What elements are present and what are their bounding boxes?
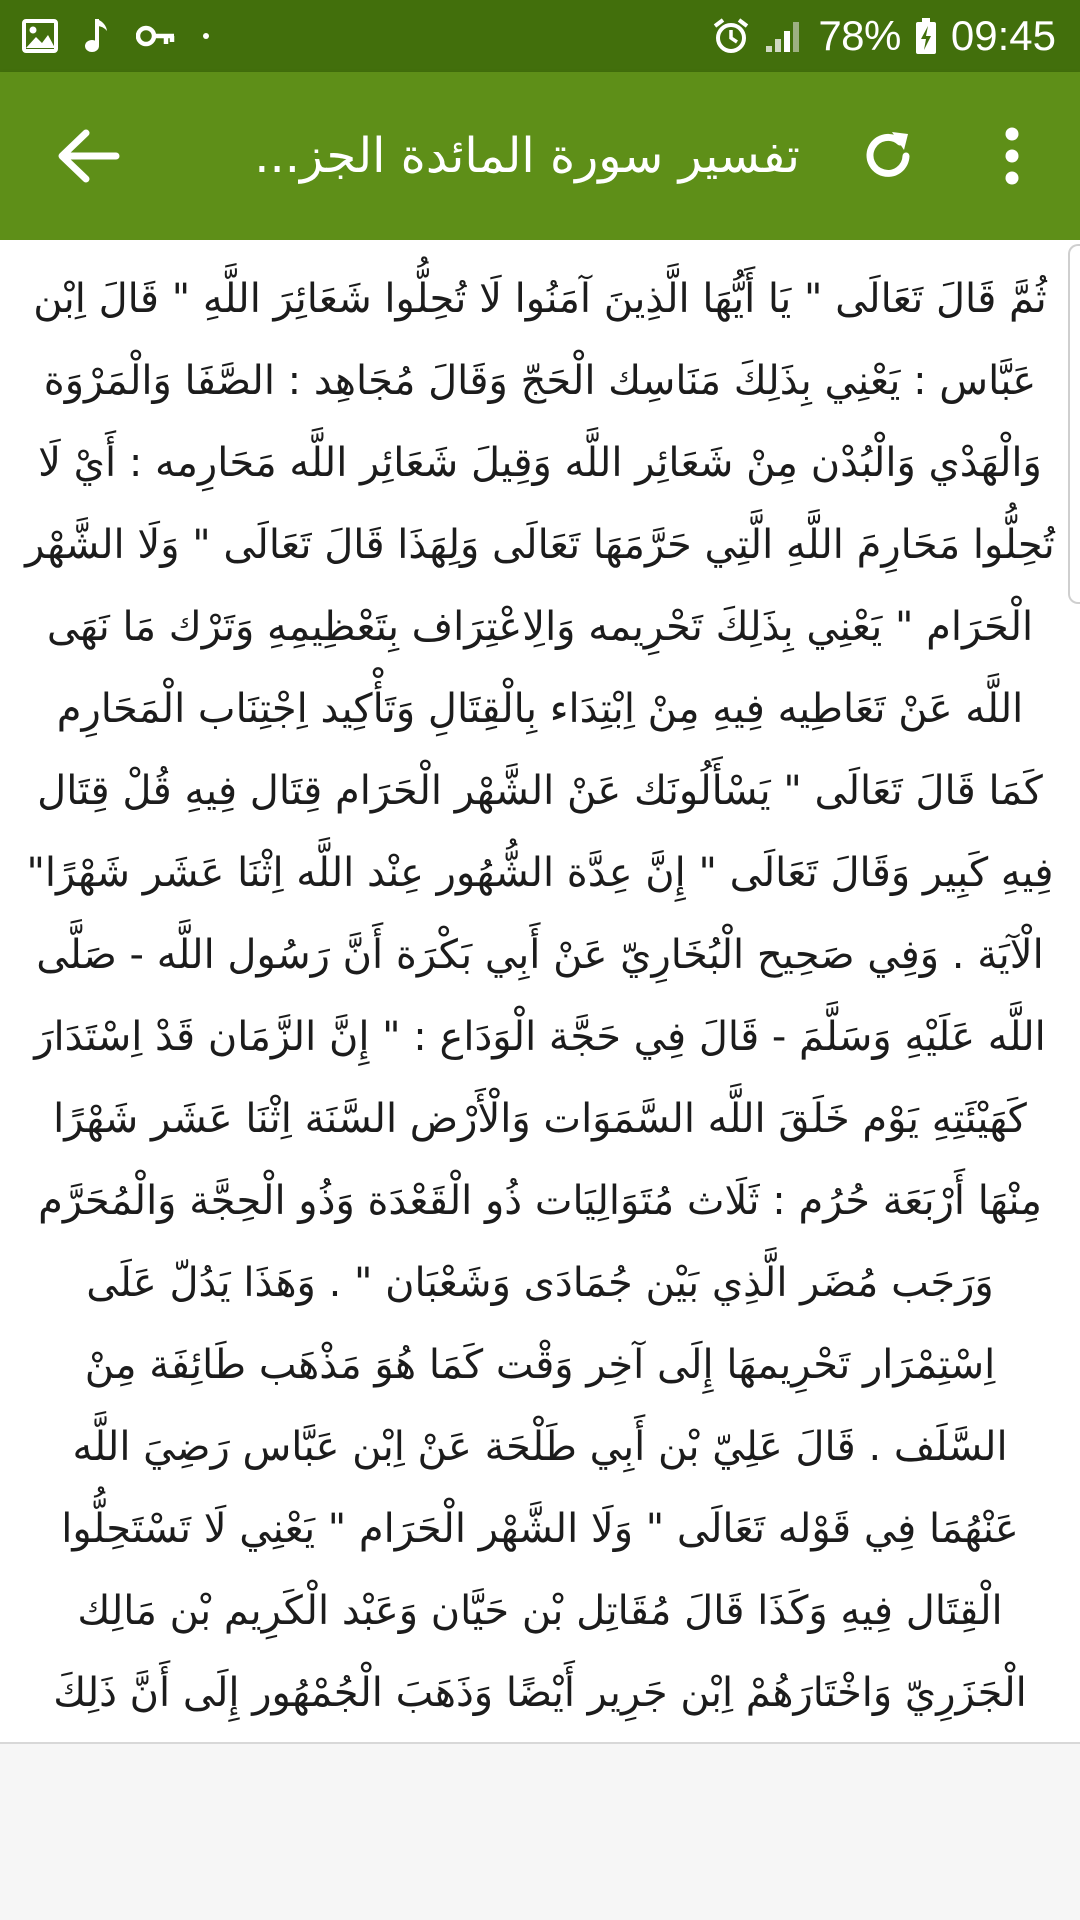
image-icon xyxy=(22,19,58,53)
app-bar xyxy=(0,72,1080,240)
refresh-icon xyxy=(858,126,918,186)
empty-footer-area xyxy=(0,1746,1080,1920)
more-vertical-icon xyxy=(1004,126,1020,186)
battery-charging-icon xyxy=(915,17,937,55)
music-note-icon xyxy=(84,17,110,55)
key-icon xyxy=(136,23,176,49)
arrow-left-icon xyxy=(56,128,120,184)
scrollbar-thumb[interactable] xyxy=(1068,244,1080,604)
back-button[interactable] xyxy=(48,116,128,196)
status-bar xyxy=(0,0,1080,72)
dot-icon xyxy=(202,32,210,40)
notification-icons xyxy=(22,12,210,60)
article-container[interactable] xyxy=(0,240,1080,1744)
page-title: تفسير سورة المائدة الجز... xyxy=(254,128,800,184)
overflow-menu-button[interactable] xyxy=(992,116,1032,196)
article-text: ثُمَّ قَالَ تَعَالَى " يَا أَيُّهَا الَّذِينَ آمَنُوا لَا تُحِلُّوا شَعَائِرَ اللَّهِ " قَالَ اِبْن عَبَّاس : يَعْنِي بِذَلِكَ مَنَاسِك الْحَجّ وَقَالَ مُجَاهِد : الصَّفَا وَالْمَرْوَة وَالْهَدْي وَالْبُدْن مِنْ شَعَائِر اللَّه وَقِيلَ شَعَائِر اللَّه مَحَارِمه : أَيْ لَا تُحِلُّوا مَحَارِمَ اللَّهِ الَّتِي حَرَّمَهَا تَعَالَى وَلِهَذَا قَالَ تَعَالَى " وَلَا الشَّهْر الْحَرَام " يَعْنِي بِذَلِكَ تَحْرِيمه وَالِاعْتِرَاف بِتَعْظِيمِهِ وَتَرْك مَا نَهَى اللَّه عَنْ تَعَاطِيه فِيهِ مِنْ اِبْتِدَاء بِالْقِتَالِ وَتَأْكِيد اِجْتِنَاب الْمَحَارِم كَمَا قَالَ تَعَالَى " يَسْأَلُونَك عَنْ الشَّهْر الْحَرَام قِتَال فِيهِ قُلْ قِتَال فِيهِ كَبِير وَقَالَ تَعَالَى " إِنَّ عِدَّة الشُّهُور عِنْد اللَّه اِثْنَا عَشَر شَهْرًا" الْآيَة . وَفِي صَحِيح الْبُخَارِيّ عَنْ أَبِي بَكْرَة أَنَّ رَسُول اللَّه - صَلَّى اللَّه عَلَيْهِ وَسَلَّمَ - قَالَ فِي حَجَّة الْوَدَاع : " إِنَّ الزَّمَان قَدْ اِسْتَدَارَ كَهَيْئَتِهِ يَوْم خَلَقَ اللَّه السَّمَوَات وَالْأَرْض السَّنَة اِثْنَا عَشَر شَهْرًا مِنْهَا أَرْبَعَة حُرُم : ثَلَاث مُتَوَالِيَات ذُو الْقَعْدَة وَذُو الْحِجَّة وَالْمُحَرَّم وَرَجَب مُضَر الَّذِي بَيْن جُمَادَى وَشَعْبَان " . وَهَذَا يَدُلّ عَلَى اِسْتِمْرَار تَحْرِيمهَا إِلَى آخِر وَقْت كَمَا هُوَ مَذْهَب طَائِفَة مِنْ السَّلَف . قَالَ عَلِيّ بْن أَبِي طَلْحَة عَنْ اِبْن عَبَّاس رَضِيَ اللَّه عَنْهُمَا فِي قَوْله تَعَالَى " وَلَا الشَّهْر الْحَرَام " يَعْنِي لَا تَسْتَحِلُّوا الْقِتَال فِيهِ وَكَذَا قَالَ مُقَاتِل بْن حَيَّان وَعَبْد الْكَرِيم بْن مَالِك الْجَزَرِيّ وَاخْتَارَهُمْ اِبْن جَرِير أَيْضًا وَذَهَبَ الْجُمْهُور إِلَى أَنَّ ذَلِكَ xyxy=(25,276,1055,1716)
clock-time: 09:45 xyxy=(950,12,1056,59)
alarm-icon xyxy=(712,17,750,55)
signal-icon xyxy=(764,18,804,54)
battery-percent: 78% xyxy=(818,12,901,59)
refresh-button[interactable] xyxy=(848,116,928,196)
status-indicators xyxy=(712,12,1056,60)
